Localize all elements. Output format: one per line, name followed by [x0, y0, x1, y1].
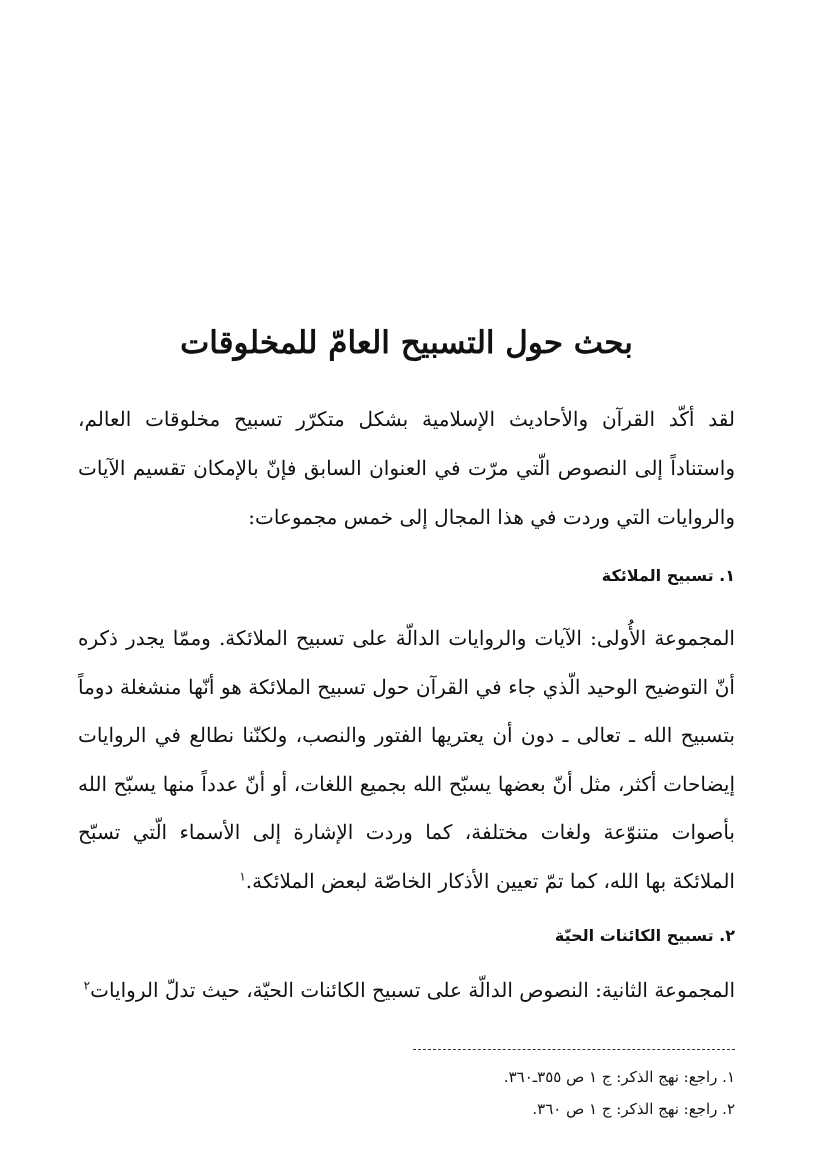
page-title: بحث حول التسبيح العامّ للمخلوقات — [180, 325, 633, 361]
group1-text: المجموعة الأُولى: الآيات والروايات الدالّة على تسبيح الملائكة. وممّا يجدر ذكره أنّ التوضيح الوحيد الّذي جاء في القرآن حول تسبيح الملائكة هو أنّها منشغلة دوماً بتسبيح الله ـ تعالى ـ دون أن يعتريها الفتور والنصب، ولكنّنا نطالع في الروايات إيضاحات أكثر، مثل أنّ بعضها يسبّح الله بجميع اللغات، أو أنّ عدداً منها يسبّح الله بأصوات متنوّعة ولغات مختلفة، كما وردت الإشارة إلى الأسماء الّتي تسبّح الملائكة بها الله، كما تمّ تعيين الأذكار الخاصّة لبعض الملائكة. — [78, 626, 735, 893]
footnote-ref-2[interactable]: ٢ — [83, 978, 91, 993]
group2-paragraph — [78, 968, 735, 1012]
footnote-1: ١. راجع: نهج الذكر: ج ١ ص ٣٥٥ـ٣٦٠. — [503, 1068, 735, 1086]
section-heading-living-beings: ٢. تسبيح الكائنات الحيّة — [554, 926, 735, 945]
footnote-2: ٢. راجع: نهج الذكر: ج ١ ص ٣٦٠. — [532, 1100, 735, 1118]
intro-paragraph: لقد أكّد القرآن والأحاديث الإسلامية بشكل متكرّر تسبيح مخلوقات العالم، واستناداً إلى النصوص الّتي مرّت في العنوان السابق فإنّ بالإمكان تقسيم الآيات والروايات التي وردت في هذا المجال إلى خمس مجموعات: — [78, 407, 735, 529]
group2-text: المجموعة الثانية: النصوص الدالّة على تسبيح الكائنات الحيّة، حيث تدلّ الروايات — [90, 978, 735, 1002]
section-heading-angels: ١. تسبيح الملائكة — [601, 566, 735, 585]
footnote-divider — [413, 1049, 735, 1050]
footnote-ref-1[interactable]: ١ — [239, 868, 246, 883]
group1-paragraph — [78, 614, 735, 905]
